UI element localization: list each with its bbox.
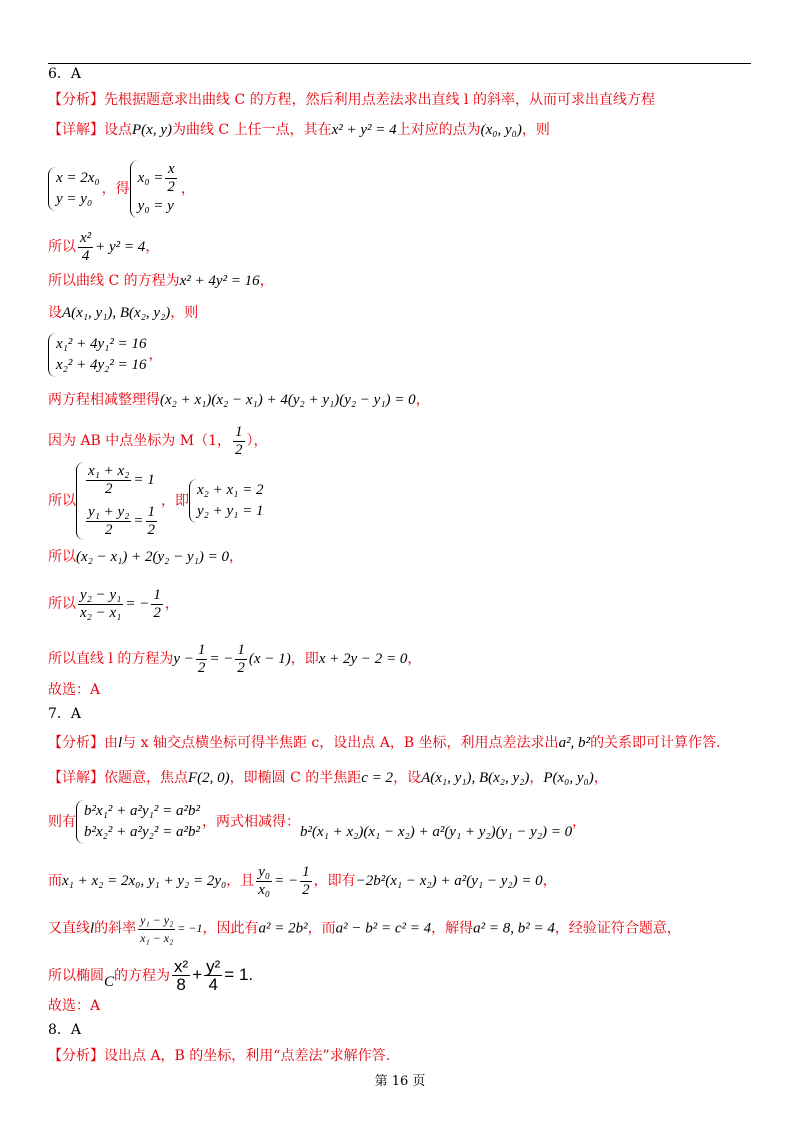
equation — [138, 161, 179, 196]
numerator: 1 — [302, 864, 310, 880]
text: ）， — [246, 432, 268, 449]
equation-part: = — [133, 512, 144, 529]
formula: a² = 2b² — [258, 920, 308, 937]
formula: b²(x₁ + x₂)(x₁ − x₂) + a²(y₁ + y₂)(y₁ − y₂) = 0 — [299, 824, 573, 840]
numerator: y₁ − y₂ — [138, 912, 175, 930]
denominator: 2 — [235, 442, 243, 458]
formula: (x₂ + x₁)(x₂ − x₁) + 4(y₂ + y₁)(y₂ − y₁) = 0 — [160, 392, 416, 408]
formula: F(2, 0) — [188, 770, 230, 786]
formula: (x₂ − x₁) + 2(y₂ − y₁) = 0 — [76, 549, 229, 565]
formula: −2b²(x₁ − x₂) + a²(y₁ − y₂) = 0 — [355, 872, 543, 889]
q7-choose: 故选：A — [48, 998, 101, 1014]
equation: x₂ + x₁ = 2 — [197, 482, 264, 498]
text: ，即 — [290, 650, 319, 667]
q6-sub: 两方程相减整理得(x₂ + x₁)(x₂ − x₁) + 4(y₂ + y₁)(y₂ − y₁) = 0， — [48, 392, 430, 408]
formula: (x₀, y₀) — [480, 122, 522, 138]
text: 所以 — [48, 595, 76, 612]
numerator: 1 — [147, 504, 155, 520]
equation-system — [76, 462, 161, 540]
denominator: 4 — [81, 248, 90, 264]
numerator: 1 — [237, 642, 245, 658]
denominator: 2 — [153, 605, 161, 621]
denominator: 2 — [302, 882, 310, 898]
q6-choose: 故选：A — [48, 682, 101, 698]
denominator: 8 — [176, 975, 186, 994]
text: 为曲线 C 上任一点，其在 — [171, 122, 332, 138]
q7-detail — [48, 768, 608, 788]
text: 所以椭圆 — [48, 967, 104, 984]
q7-slope — [48, 912, 681, 947]
formula: (x − 1) — [248, 650, 291, 667]
numerator: y₁ + y₂ — [88, 504, 130, 520]
text: ，则 — [170, 305, 199, 321]
text: ，经验证符合题意， — [554, 920, 681, 937]
text: 与 x 轴交点横坐标可得半焦距 c，设出点 A，B 坐标，利用点差法求出 — [122, 735, 559, 751]
text: 所以 — [48, 493, 76, 509]
q6-systems — [48, 160, 195, 218]
formula: c = 2 — [361, 770, 394, 786]
q6-so5: 所以 $\frac{\text{y₂ − y₁}}{\text{x₂ − x₁}}$ = − $\frac{1}{2}$ ， — [48, 587, 179, 621]
text: 所以直线 l 的方程为 — [48, 650, 174, 667]
text: 上对应的点为 — [396, 122, 481, 138]
formula: a² = 8, b² = 4 — [473, 920, 555, 937]
equation: b²x₁² + a²y₁² = a²b² — [84, 803, 200, 819]
equation: b²x₂² + a²y₂² = a²b² — [84, 824, 200, 840]
text: ， — [529, 770, 544, 786]
text: ，两式相减得： — [201, 814, 300, 830]
formula: + y² = 4 — [95, 238, 146, 255]
formula: P(x₀, y₀) — [543, 770, 594, 786]
denominator: x₁ − x₂ — [140, 931, 174, 945]
page-number: 第 16 页 — [374, 1074, 426, 1089]
denominator: 4 — [208, 975, 218, 994]
formula: l — [118, 735, 123, 751]
text: 而 — [48, 872, 62, 889]
denominator: 2 — [104, 481, 113, 497]
numerator: y₂ − y₁ — [80, 587, 122, 603]
text: ，因此有 — [202, 920, 259, 937]
formula: A(x₁, y₁), B(x₂, y₂) — [421, 770, 530, 786]
text: ，且 — [226, 872, 255, 889]
text: 设 — [48, 305, 62, 321]
text: 两方程相减整理得 — [48, 392, 160, 408]
formula: x + 2y − 2 = 0 — [318, 650, 408, 667]
equation — [84, 504, 159, 539]
equation-system — [48, 333, 148, 377]
numerator: y₀ — [258, 864, 271, 880]
text: ，解得 — [431, 920, 474, 937]
q8-analysis: 【分析】设出点 A，B 的坐标，利用“点差法”求解作答. — [48, 1048, 391, 1064]
text: ，即 — [161, 493, 189, 509]
q6-so4: 所以(x₂ − x₁) + 2(y₂ − y₁) = 0， — [48, 549, 243, 565]
text: ， — [180, 181, 195, 197]
equation-part: x₀ = — [137, 169, 164, 186]
equation: x = 2x₀ — [56, 170, 100, 186]
formula: + — [192, 964, 203, 984]
formula: a² − b² = c² = 4 — [335, 920, 432, 937]
formula: = 1. — [224, 964, 254, 984]
text: 所以 — [48, 238, 76, 255]
equation: y₂ + y₁ = 1 — [197, 503, 264, 519]
q6-detail — [48, 120, 550, 140]
equation: y = y₀ — [56, 191, 93, 207]
text: 因为 AB 中点坐标为 M（1， — [48, 432, 231, 449]
equation-system — [189, 479, 266, 523]
q6-set — [48, 303, 198, 323]
text: ，得 — [101, 181, 130, 197]
q6-so3 — [48, 462, 266, 540]
q7-and: 而x₁ + x₂ = 2x₀, y₁ + y₂ = 2y₀，且 $\frac{\text{y₀}}{\text{x₀}}$ = − $\frac{1}{2}$ ，即有−2b²(x₁ − x₂) + a²(y₁ − y₂) = 0， — [48, 864, 557, 898]
formula: x² + y² = 4 — [331, 122, 397, 138]
q7-system: 则有 b²x₁² + a²y₁² = a²b² b²x₂² + a²y₂² = a²b² ，两式相减得：b²(x₁ + x₂)(x₁ − x₂) + a²(y₁ + y₂)(y₁ − y₂) = 0， — [48, 800, 586, 844]
denominator: 2 — [167, 179, 175, 195]
equation-part: = 1 — [133, 471, 155, 488]
formula: x² + 4y² = 16 — [179, 273, 260, 289]
text: 所以 — [48, 549, 76, 565]
numerator: x² — [174, 957, 189, 976]
text: ，即椭圆 C 的半焦距 — [229, 770, 362, 786]
text: 又直线 — [48, 920, 90, 937]
numerator: 1 — [153, 587, 161, 603]
text: 的方程为 — [114, 967, 171, 984]
q6-so1: 所以 $\frac{\text{x²}}{4}$ + y² = 4， — [48, 230, 160, 264]
text: 所以曲线 C 的方程为 — [48, 273, 180, 289]
text: 则有 — [48, 814, 76, 830]
text: 【分析】由 — [48, 735, 118, 751]
equation: y₀ = y — [137, 198, 174, 214]
q6-analysis: 【分析】先根据题意求出曲线 C 的方程，然后利用点差法求出直线 l 的斜率，从而可求出直线方程 — [48, 92, 655, 108]
numerator: 1 — [235, 424, 243, 440]
equation-system — [76, 800, 202, 844]
equation-system — [130, 160, 181, 218]
denominator: 2 — [237, 660, 245, 676]
header-rule — [48, 63, 751, 64]
numerator: 1 — [197, 642, 206, 658]
q6-header: 6．A — [48, 66, 82, 82]
denominator: 2 — [147, 522, 155, 538]
q7-analysis — [48, 733, 721, 753]
formula: A(x₁, y₁), B(x₂, y₂) — [62, 305, 171, 321]
formula: = − — [209, 650, 234, 667]
q6-sys3: x₁² + 4y₁² = 16 x₂² + 4y₂² = 16 ， — [48, 333, 162, 377]
text: ，设 — [393, 770, 422, 786]
numerator: x — [165, 161, 177, 179]
formula: = − — [125, 595, 150, 612]
text: ，而 — [307, 920, 336, 937]
denominator: x₂ − x₁ — [80, 605, 122, 621]
q7-ellipse — [48, 958, 253, 993]
equation: x₁² + 4y₁² = 16 — [56, 336, 147, 352]
formula: l — [90, 920, 95, 937]
denominator: x₀ — [258, 882, 271, 898]
text: 的关系即可计算作答. — [590, 735, 721, 751]
text: ，则 — [521, 122, 550, 138]
equation: x₂² + 4y₂² = 16 — [56, 357, 147, 373]
q8-header: 8．A — [48, 1022, 82, 1038]
text: ， — [593, 770, 608, 786]
formula: x₁ + x₂ = 2x₀, y₁ + y₂ = 2y₀ — [62, 872, 227, 889]
text: 的斜率 — [94, 920, 137, 937]
formula: P(x, y) — [132, 122, 172, 138]
formula: y − — [173, 650, 194, 667]
numerator: x₁ + x₂ — [88, 463, 130, 479]
q6-so6: 所以直线 l 的方程为y − $\frac{1}{2}$ = − $\frac{1}{2}$ (x − 1)，即x + 2y − 2 = 0， — [48, 642, 422, 676]
formula: a², b² — [558, 735, 591, 751]
equation-system — [48, 167, 102, 211]
q6-mid — [48, 424, 268, 459]
q6-so2: 所以曲线 C 的方程为x² + 4y² = 16， — [48, 273, 274, 289]
formula: = −1 — [177, 921, 203, 936]
q7-header: 7．A — [48, 706, 82, 722]
text: 【详解】设点 — [48, 122, 132, 138]
denominator: 2 — [104, 522, 113, 538]
denominator: 2 — [197, 660, 206, 676]
text: ，即有 — [313, 872, 356, 889]
numerator: x² — [80, 230, 92, 246]
numerator: y² — [206, 957, 221, 976]
formula: = − — [274, 872, 299, 889]
equation — [84, 463, 159, 498]
formula: C — [104, 973, 115, 990]
text: 【详解】依题意，焦点 — [48, 770, 188, 786]
